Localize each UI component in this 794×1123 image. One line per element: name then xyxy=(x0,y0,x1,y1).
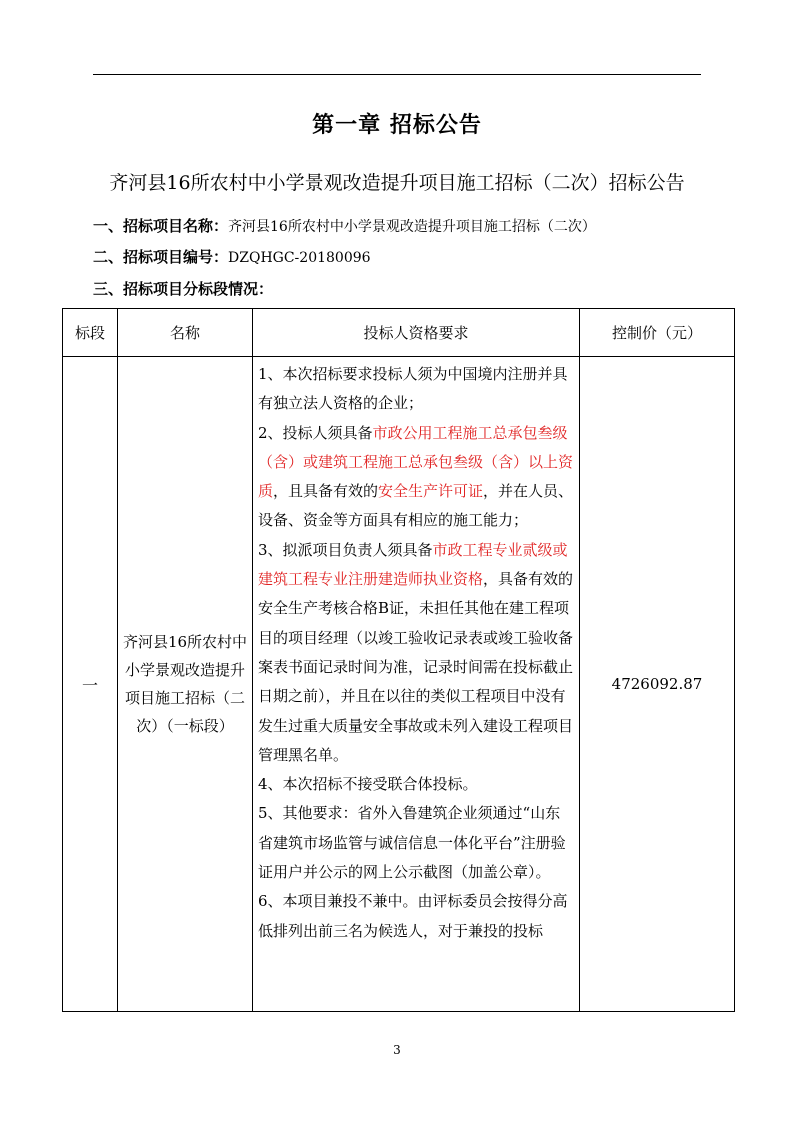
page-number: 3 xyxy=(393,1043,401,1057)
project-name-field xyxy=(93,215,596,236)
table-header-row xyxy=(63,309,735,357)
sections-table xyxy=(62,308,735,1012)
header-rule xyxy=(93,74,701,75)
project-name-value: 齐河县16所农村中小学景观改造提升项目施工招标（二次） xyxy=(228,219,596,235)
requirement-2-qualification: 市政公用工程施工总承包叁级（含）或建筑工程施工总承包叁级（含）以上资质 xyxy=(258,423,574,501)
section-name: 齐河县16所农村中小学景观改造提升项目施工招标（二次）（一标段） xyxy=(118,357,253,1012)
header-name: 名称 xyxy=(118,309,253,357)
project-code-field xyxy=(93,246,371,267)
document-title: 齐河县16所农村中小学景观改造提升项目施工招标（二次）招标公告 xyxy=(109,172,685,194)
requirement-2-text-c: ，并在人员、设备、资金等方面具有相应的施工能力； xyxy=(258,482,574,530)
requirement-2-text-a: 2、投标人须具备 xyxy=(258,423,373,442)
requirements-cell xyxy=(253,357,580,1012)
header-section: 标段 xyxy=(63,309,118,357)
table-row xyxy=(63,357,735,1012)
requirement-3 xyxy=(258,536,574,770)
project-name-label: 一、招标项目名称： xyxy=(93,217,229,235)
requirement-5: 5、其他要求：省外入鲁建筑企业须通过“山东省建筑市场监管与诚信信息一体化平台”注册验证用户并公示的网上公示截图（加盖公章）。 xyxy=(258,804,566,882)
requirement-3-text-a: 3、拟派项目负责人须具备 xyxy=(258,540,433,559)
section-number: 一 xyxy=(63,357,118,1012)
sections-label: 三、招标项目分标段情况： xyxy=(93,280,274,298)
project-code-value: DZQHGC-20180096 xyxy=(228,250,371,266)
requirement-4: 4、本次招标不接受联合体投标。 xyxy=(258,775,478,794)
requirement-1: 1、本次招标要求投标人须为中国境内注册并具有独立法人资格的企业； xyxy=(258,365,568,413)
requirement-2-license: 安全生产许可证 xyxy=(378,482,484,501)
chapter-title: 第一章 招标公告 xyxy=(312,112,482,138)
project-code-label: 二、招标项目编号： xyxy=(93,248,229,266)
requirement-3-text-b: ，具备有效的安全生产考核合格B证，未担任其他在建工程项目的项目经理（以竣工验收记录表或竣工验收备案表书面记录时间为准，记录时间需在投标截止日期之前），并且在以往的类似工程项目中没有发生过重大质量安全事故或未列入建设工程项目管理黑名单。 xyxy=(258,570,574,764)
requirement-2 xyxy=(258,419,574,536)
header-requirements: 投标人资格要求 xyxy=(253,309,580,357)
requirement-2-text-b: ，且具备有效的 xyxy=(273,482,379,501)
header-price: 控制价（元） xyxy=(580,309,735,357)
sections-field xyxy=(93,278,273,299)
control-price: 4726092.87 xyxy=(580,357,735,1012)
requirement-3-qualification: 市政工程专业贰级或建筑工程专业注册建造师执业资格 xyxy=(258,540,568,589)
requirement-6: 6、本项目兼投不兼中。由评标委员会按得分高低排列出前三名为候选人，对于兼投的投标 xyxy=(258,892,568,940)
